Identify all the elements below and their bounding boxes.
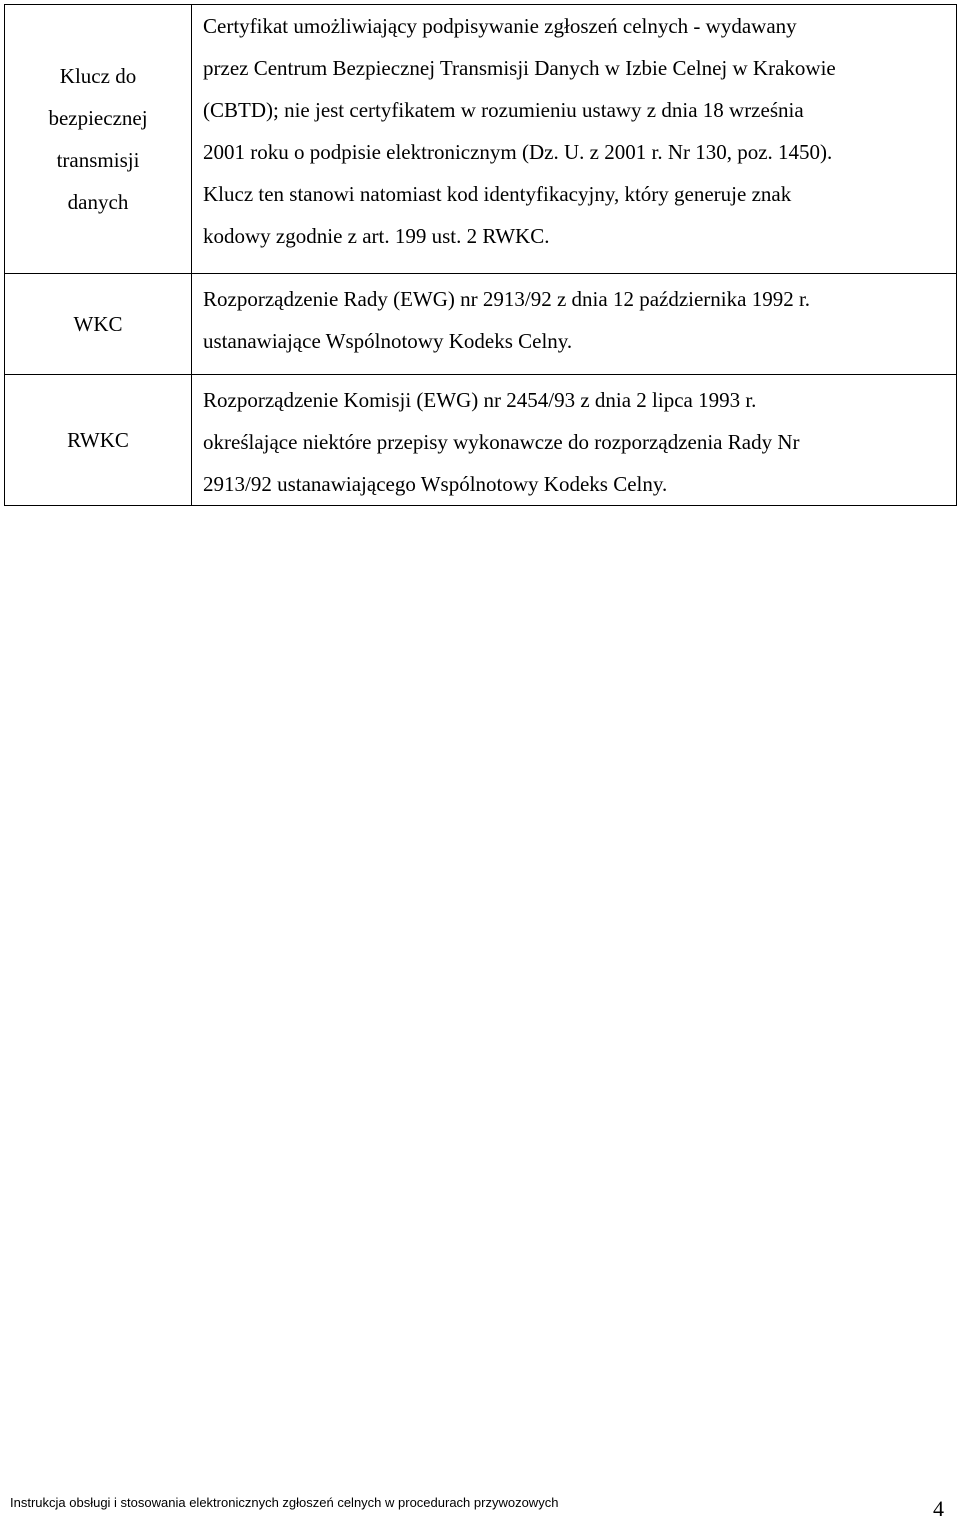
glossary-row <box>5 5 957 274</box>
definition-line: (CBTD); nie jest certyfikatem w rozumieniu ustawy z dnia 18 września <box>203 98 804 122</box>
page-number: 4 <box>933 1496 944 1521</box>
footer-title: Instrukcja obsługi i stosowania elektronicznych zgłoszeń celnych w procedurach przywozowych <box>10 1495 559 1510</box>
definition-line: Rozporządzenie Rady (EWG) nr 2913/92 z dnia 12 października 1992 r. <box>203 287 811 311</box>
term-line: RWKC <box>67 428 129 452</box>
glossary-table <box>4 4 957 506</box>
definition-cell <box>192 5 957 274</box>
definition-line: 2913/92 ustanawiającego Wspólnotowy Kodeks Celny. <box>203 472 668 496</box>
definition-line: Rozporządzenie Komisji (EWG) nr 2454/93 z dnia 2 lipca 1993 r. <box>203 388 757 412</box>
definition-line: 2001 roku o podpisie elektronicznym (Dz. U. z 2001 r. Nr 130, poz. 1450). <box>203 140 833 164</box>
definition-line: Klucz ten stanowi natomiast kod identyfikacyjny, który generuje znak <box>203 182 792 206</box>
glossary-row <box>5 375 957 506</box>
glossary-row <box>5 274 957 375</box>
definition-line: kodowy zgodnie z art. 199 ust. 2 RWKC. <box>203 224 550 248</box>
definition-line: ustanawiające Wspólnotowy Kodeks Celny. <box>203 329 573 353</box>
definition-line: określające niektóre przepisy wykonawcze do rozporządzenia Rady Nr <box>203 430 800 454</box>
term-line: bezpiecznej <box>48 106 148 130</box>
term-line: danych <box>67 190 129 214</box>
definition-cell <box>192 375 957 506</box>
definition-cell <box>192 274 957 375</box>
term-line: transmisji <box>56 148 140 172</box>
definition-line: Certyfikat umożliwiający podpisywanie zgłoszeń celnych - wydawany <box>203 14 797 38</box>
term-cell <box>5 274 192 375</box>
term-line: Klucz do <box>59 64 137 88</box>
definition-line: przez Centrum Bezpiecznej Transmisji Danych w Izbie Celnej w Krakowie <box>203 56 836 80</box>
term-cell <box>5 5 192 274</box>
term-cell <box>5 375 192 506</box>
term-line: WKC <box>73 312 123 336</box>
